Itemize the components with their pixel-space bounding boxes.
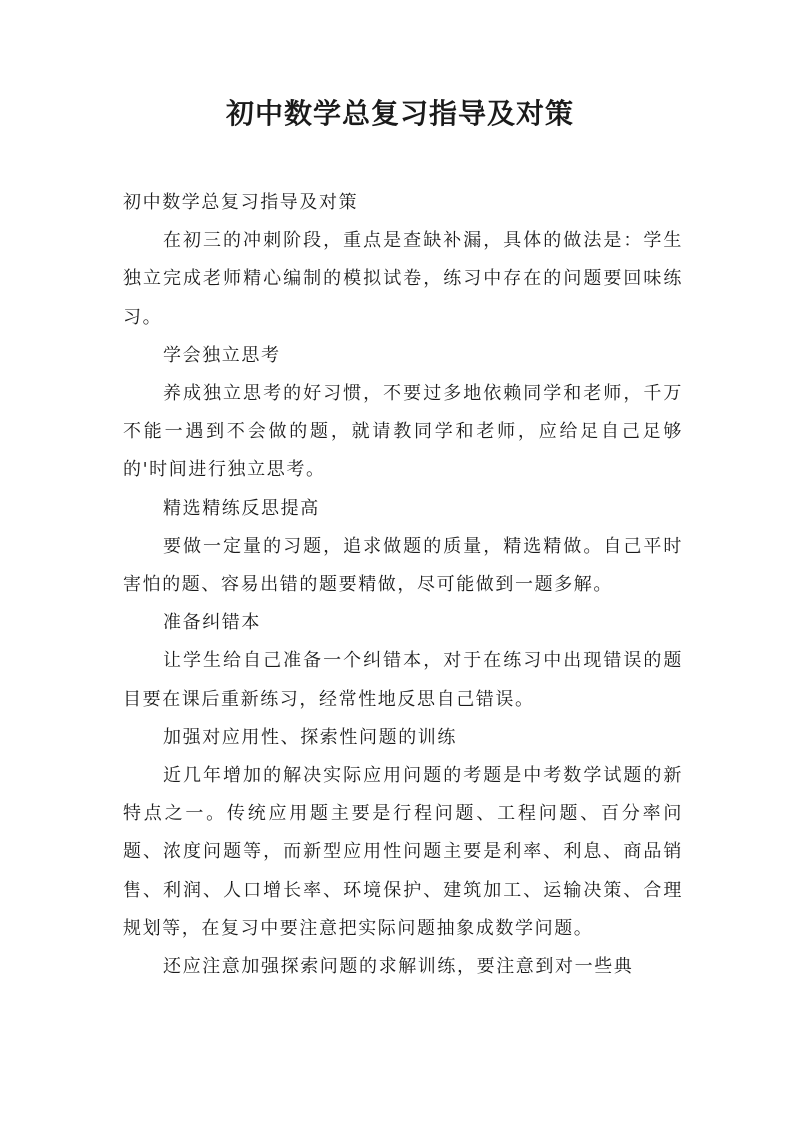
section-heading-independent-thinking: 学会独立思考 bbox=[163, 344, 281, 366]
section-heading-applied-problems: 加强对应用性、探索性问题的训练 bbox=[163, 726, 457, 748]
body-paragraph-exploratory-problems: 还应注意加强探索问题的求解训练，要注意到对一些典 bbox=[163, 956, 634, 978]
section-heading-error-notebook: 准备纠错本 bbox=[163, 612, 261, 634]
section-heading-practice-reflection: 精选精练反思提高 bbox=[163, 497, 320, 519]
intro-paragraph: 在初三的冲刺阶段，重点是查缺补漏，具体的做法是：学生独立完成老师精心编制的模拟试卷，练习中存在的问题要回味练习。 bbox=[123, 230, 683, 328]
body-paragraph-independent-thinking: 养成独立思考的好习惯，不要过多地依赖同学和老师，千万不能一遇到不会做的题，就请教同学和老师，应给足自己足够的'时间进行独立思考。 bbox=[123, 383, 683, 481]
body-paragraph-error-notebook: 让学生给自己准备一个纠错本，对于在练习中出现错误的题目要在课后重新练习，经常性地反思自己错误。 bbox=[123, 650, 683, 710]
subtitle-paragraph: 初中数学总复习指导及对策 bbox=[123, 192, 359, 213]
document-title: 初中数学总复习指导及对策 bbox=[225, 97, 574, 130]
body-paragraph-applied-problems: 近几年增加的解决实际应用问题的考题是中考数学试题的新特点之一。传统应用题主要是行程问题、工程问题、百分率问题、浓度问题等，而新型应用性问题主要是利率、利息、商品销售、利润、人口增长率、环境保护、建筑加工、运输决策、合理规划等，在复习中要注意把实际问题抽象成数学问题。 bbox=[123, 765, 683, 939]
body-paragraph-practice-reflection: 要做一定量的习题，追求做题的质量，精选精做。自己平时害怕的题、容易出错的题要精做，尽可能做到一题多解。 bbox=[123, 535, 683, 596]
document-body bbox=[123, 184, 683, 986]
